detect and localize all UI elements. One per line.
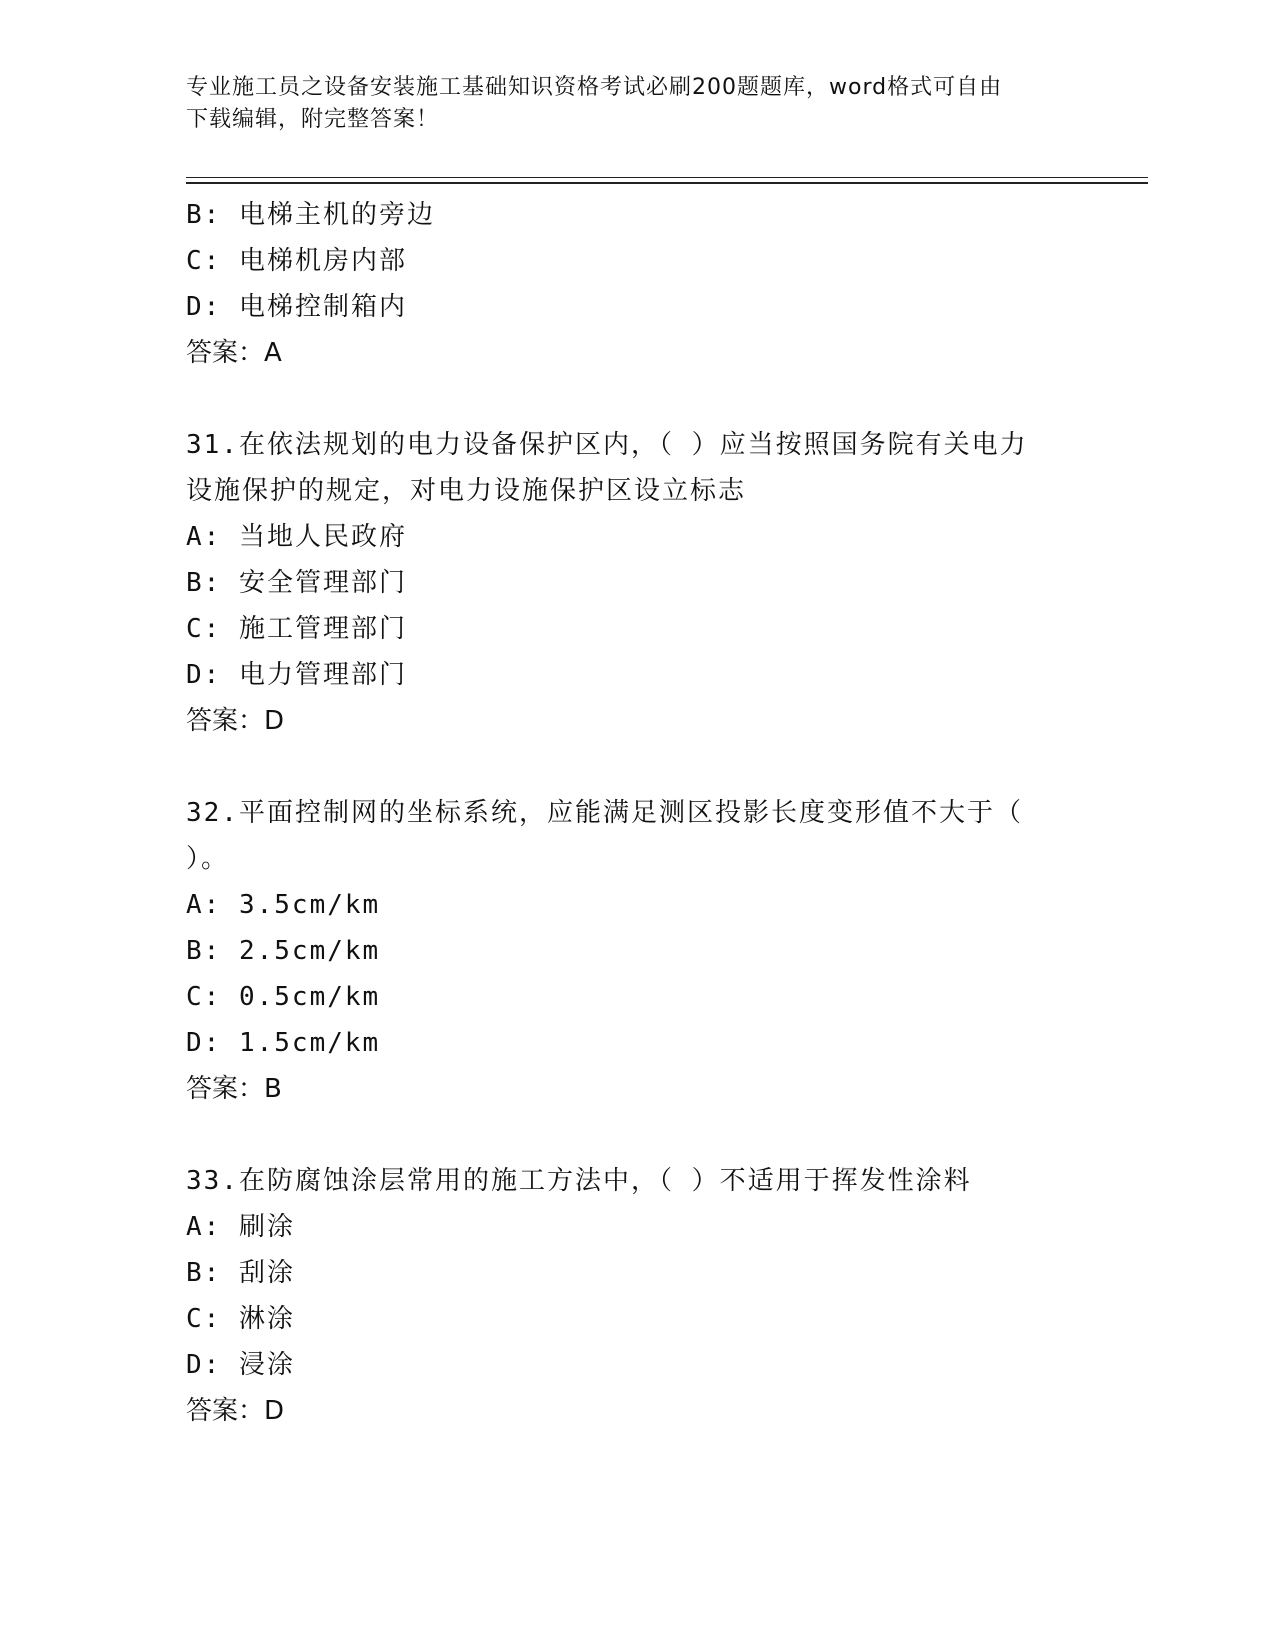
option-c: C: 0.5cm/km xyxy=(186,982,381,1012)
option-d: D: 电力管理部门 xyxy=(186,660,407,690)
option-c: C: 施工管理部门 xyxy=(186,614,407,644)
option-c: C: 电梯机房内部 xyxy=(186,246,407,276)
question-stem xyxy=(186,422,1086,514)
question-stem xyxy=(186,790,1086,882)
document-header xyxy=(186,72,1066,136)
question-30-partial xyxy=(186,192,1086,376)
header-divider-thick xyxy=(186,182,1148,184)
option-a: A: 刷涂 xyxy=(186,1212,295,1242)
answer: 答案：D xyxy=(186,1396,285,1426)
header-line-2: 下载编辑，附完整答案！ xyxy=(186,107,440,132)
question-32 xyxy=(186,790,1086,1112)
option-b: B: 刮涂 xyxy=(186,1258,295,1288)
stem-line: 32.平面控制网的坐标系统，应能满足测区投影长度变形值不大于（ xyxy=(186,798,1023,828)
question-list xyxy=(186,192,1086,1434)
option-a: A: 3.5cm/km xyxy=(186,890,381,920)
option-b: B: 2.5cm/km xyxy=(186,936,381,966)
option-b: B: 安全管理部门 xyxy=(186,568,407,598)
stem-line: 33.在防腐蚀涂层常用的施工方法中，（ ）不适用于挥发性涂料 xyxy=(186,1166,972,1196)
option-b: B: 电梯主机的旁边 xyxy=(186,200,435,230)
stem-line: 设施保护的规定，对电力设施保护区设立标志 xyxy=(186,476,747,506)
option-a: A: 当地人民政府 xyxy=(186,522,407,552)
answer: 答案：B xyxy=(186,1074,282,1104)
question-stem xyxy=(186,1158,1086,1204)
option-c: C: 淋涂 xyxy=(186,1304,295,1334)
question-31 xyxy=(186,422,1086,744)
header-line-1: 专业施工员之设备安装施工基础知识资格考试必刷200题题库，word格式可自由 xyxy=(186,75,1003,100)
stem-line: 31.在依法规划的电力设备保护区内，（ ）应当按照国务院有关电力 xyxy=(186,430,1028,460)
stem-line: ）。 xyxy=(186,844,230,874)
option-d: D: 浸涂 xyxy=(186,1350,295,1380)
question-33 xyxy=(186,1158,1086,1434)
option-d: D: 1.5cm/km xyxy=(186,1028,381,1058)
answer: 答案：A xyxy=(186,338,282,368)
header-divider-thin xyxy=(186,177,1148,178)
answer: 答案：D xyxy=(186,706,285,736)
option-d: D: 电梯控制箱内 xyxy=(186,292,407,322)
